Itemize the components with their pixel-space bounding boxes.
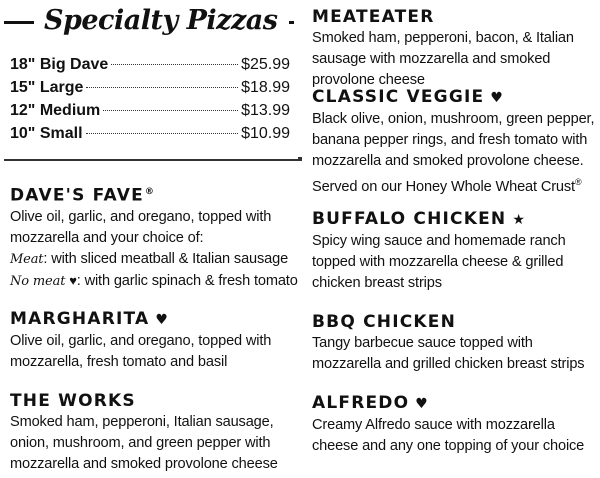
item-description: Smoked ham, pepperoni, Italian sausage, onion, mushroom, and green pepper with mozzarella and smoked provolone cheese	[10, 414, 278, 472]
item-name-text: BUFFALO CHICKEN	[312, 209, 507, 229]
item-description-text: Olive oil, garlic, and oregano, topped with mozzarella and your choice of:	[10, 208, 272, 246]
crust-note-text: Served on our Honey Whole Wheat Crust	[312, 178, 575, 195]
option-no-meat	[10, 270, 298, 292]
item-description-text: Black olive, onion, mushroom, green pepper, banana pepper rings, and fresh tomato with mozzarella and smoked provolone cheese.	[312, 111, 595, 169]
size-price: $10.99	[241, 125, 290, 142]
option-text: : with sliced meatball & Italian sausage	[43, 250, 289, 267]
item-name: MEATEATER	[312, 7, 435, 27]
option-label: No meat	[10, 273, 66, 289]
item-description	[10, 207, 298, 292]
item-description: Creamy Alfredo sauce with mozzarella cheese and any one topping of your choice	[312, 417, 585, 454]
dot-leader	[103, 110, 238, 111]
item-description: Olive oil, garlic, and oregano, topped with mozzarella, fresh tomato and basil	[10, 333, 272, 370]
size-price: $13.99	[241, 102, 290, 119]
item-name	[312, 86, 600, 109]
heart-icon: ♥	[490, 90, 503, 106]
star-icon: ★	[512, 212, 525, 228]
heart-icon: ♥	[415, 396, 428, 412]
dot-leader	[86, 133, 239, 134]
divider-end	[298, 157, 302, 161]
menu-item-buffalo-chicken	[312, 208, 600, 294]
item-name	[10, 308, 298, 331]
size-row	[10, 79, 290, 102]
item-name-text: ALFREDO	[312, 393, 410, 413]
option-label: Meat	[10, 251, 44, 267]
dot-leader	[111, 64, 238, 65]
size-price-list	[10, 56, 290, 148]
menu-item-daves-fave	[10, 181, 298, 292]
size-row	[10, 125, 290, 148]
item-name: BBQ CHICKEN	[312, 312, 457, 332]
dot-leader	[86, 87, 238, 88]
size-row	[10, 56, 290, 79]
crust-note	[312, 172, 600, 198]
menu-item-margharita	[10, 308, 298, 373]
registered-mark: ®	[144, 187, 154, 197]
option-meat	[10, 249, 298, 270]
item-description: Smoked ham, pepperoni, bacon, & Italian sausage with mozzarella and smoked provolone cheese	[312, 30, 574, 88]
header-dash	[4, 21, 34, 24]
size-name: 10" Small	[10, 125, 83, 142]
item-name-text: DAVE'S FAVE	[10, 185, 144, 206]
menu-item-the-works	[10, 390, 298, 475]
menu-item-bbq-chicken	[312, 311, 600, 375]
item-name	[312, 208, 600, 231]
size-price: $25.99	[241, 56, 290, 73]
item-name: THE WORKS	[10, 391, 136, 411]
item-name-text: MARGHARITA	[10, 309, 150, 329]
option-text: : with garlic spinach & fresh tomato	[76, 272, 298, 289]
item-description: Tangy barbecue sauce topped with mozzarella and grilled chicken breast strips	[312, 335, 585, 372]
item-name	[10, 181, 298, 207]
size-name: 18" Big Dave	[10, 56, 109, 73]
item-description: Spicy wing sauce and homemade ranch topped with mozzarella cheese & grilled chicken breast strips	[312, 233, 566, 291]
heart-icon: ♥	[69, 272, 77, 288]
item-name	[312, 392, 600, 415]
menu-header	[4, 2, 294, 38]
item-description	[312, 109, 600, 198]
menu-item-alfredo	[312, 392, 600, 457]
menu-item-classic-veggie	[312, 86, 600, 198]
size-row	[10, 102, 290, 125]
size-name: 12" Medium	[10, 102, 101, 119]
size-name: 15" Large	[10, 79, 84, 96]
registered-mark: ®	[574, 177, 582, 187]
section-divider	[4, 159, 300, 161]
heart-icon: ♥	[155, 312, 168, 328]
page-title: Specialty Pizzas	[44, 4, 278, 36]
size-price: $18.99	[241, 79, 290, 96]
menu-item-meateater	[312, 6, 600, 91]
header-rule	[289, 21, 294, 24]
item-name-text: CLASSIC VEGGIE	[312, 87, 485, 107]
